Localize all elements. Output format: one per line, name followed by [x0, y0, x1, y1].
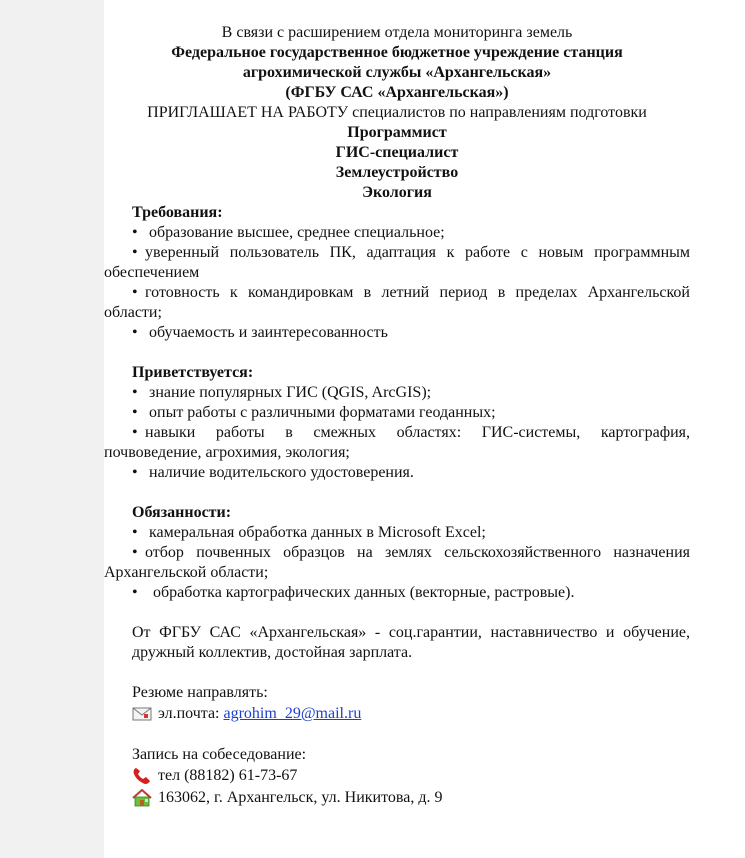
list-item: • камеральная обработка данных в Microsoft Excel; [132, 524, 486, 541]
org-short-name: (ФГБУ САС «Архангельская») [285, 84, 509, 101]
house-icon [132, 789, 152, 807]
org-name-line1: Федеральное государственное бюджетное учреждение станция [171, 44, 623, 61]
requirements-title: Требования: [132, 204, 223, 221]
duties-title: Обязанности: [132, 504, 232, 521]
offer-text: От ФГБУ САС «Архангельская» - соц.гарантии, наставничество и обучение, дружный коллектив, достойная зарплата. [132, 624, 690, 661]
list-item: • уверенный пользователь ПК, адаптация к работе с новым программным обеспечением [104, 244, 690, 281]
envelope-icon [132, 705, 152, 723]
email-link[interactable]: agrohim_29@mail.ru [223, 705, 362, 722]
list-item: • наличие водительского удостоверения. [132, 464, 414, 481]
list-item: • отбор почвенных образцов на землях сельскохозяйственного назначения Архангельской области; [104, 544, 690, 581]
position-ecology: Экология [362, 184, 432, 201]
list-item: • навыки работы в смежных областях: ГИС-системы, картография, почвоведение, агрохимия, экология; [104, 424, 690, 461]
list-item: • готовность к командировкам в летний период в пределах Архангельской области; [104, 284, 690, 321]
email-row [104, 703, 690, 725]
list-item: • обучаемость и заинтересованность [132, 324, 388, 341]
interview-title: Запись на собеседование: [132, 746, 307, 763]
telephone-icon [132, 767, 152, 785]
position-gis: ГИС-специалист [335, 144, 459, 161]
phone-row [104, 765, 690, 787]
org-name-line2: агрохимической службы «Архангельская» [242, 64, 552, 81]
address-text: 163062, г. Архангельск, ул. Никитова, д. 9 [158, 789, 443, 806]
resume-title: Резюме направлять: [132, 684, 268, 701]
intro-line: В связи с расширением отдела мониторинга земель [221, 24, 573, 41]
position-programmer: Программист [347, 124, 447, 141]
job-announcement [104, 23, 690, 809]
list-item: • обработка картографических данных (векторные, растровые). [132, 584, 575, 601]
email-label: эл.почта: [158, 705, 224, 722]
phone-text: тел (88182) 61-73-67 [158, 767, 298, 784]
welcome-title: Приветствуется: [132, 364, 254, 381]
list-item: • опыт работы с различными форматами геоданных; [132, 404, 496, 421]
position-land: Землеустройство [335, 164, 459, 181]
address-row [104, 787, 690, 809]
list-item: • образование высшее, среднее специальное; [132, 224, 445, 241]
list-item: • знание популярных ГИС (QGIS, ArcGIS); [132, 384, 432, 401]
invite-line: ПРИГЛАШАЕТ НА РАБОТУ специалистов по направлениям подготовки [147, 104, 647, 121]
